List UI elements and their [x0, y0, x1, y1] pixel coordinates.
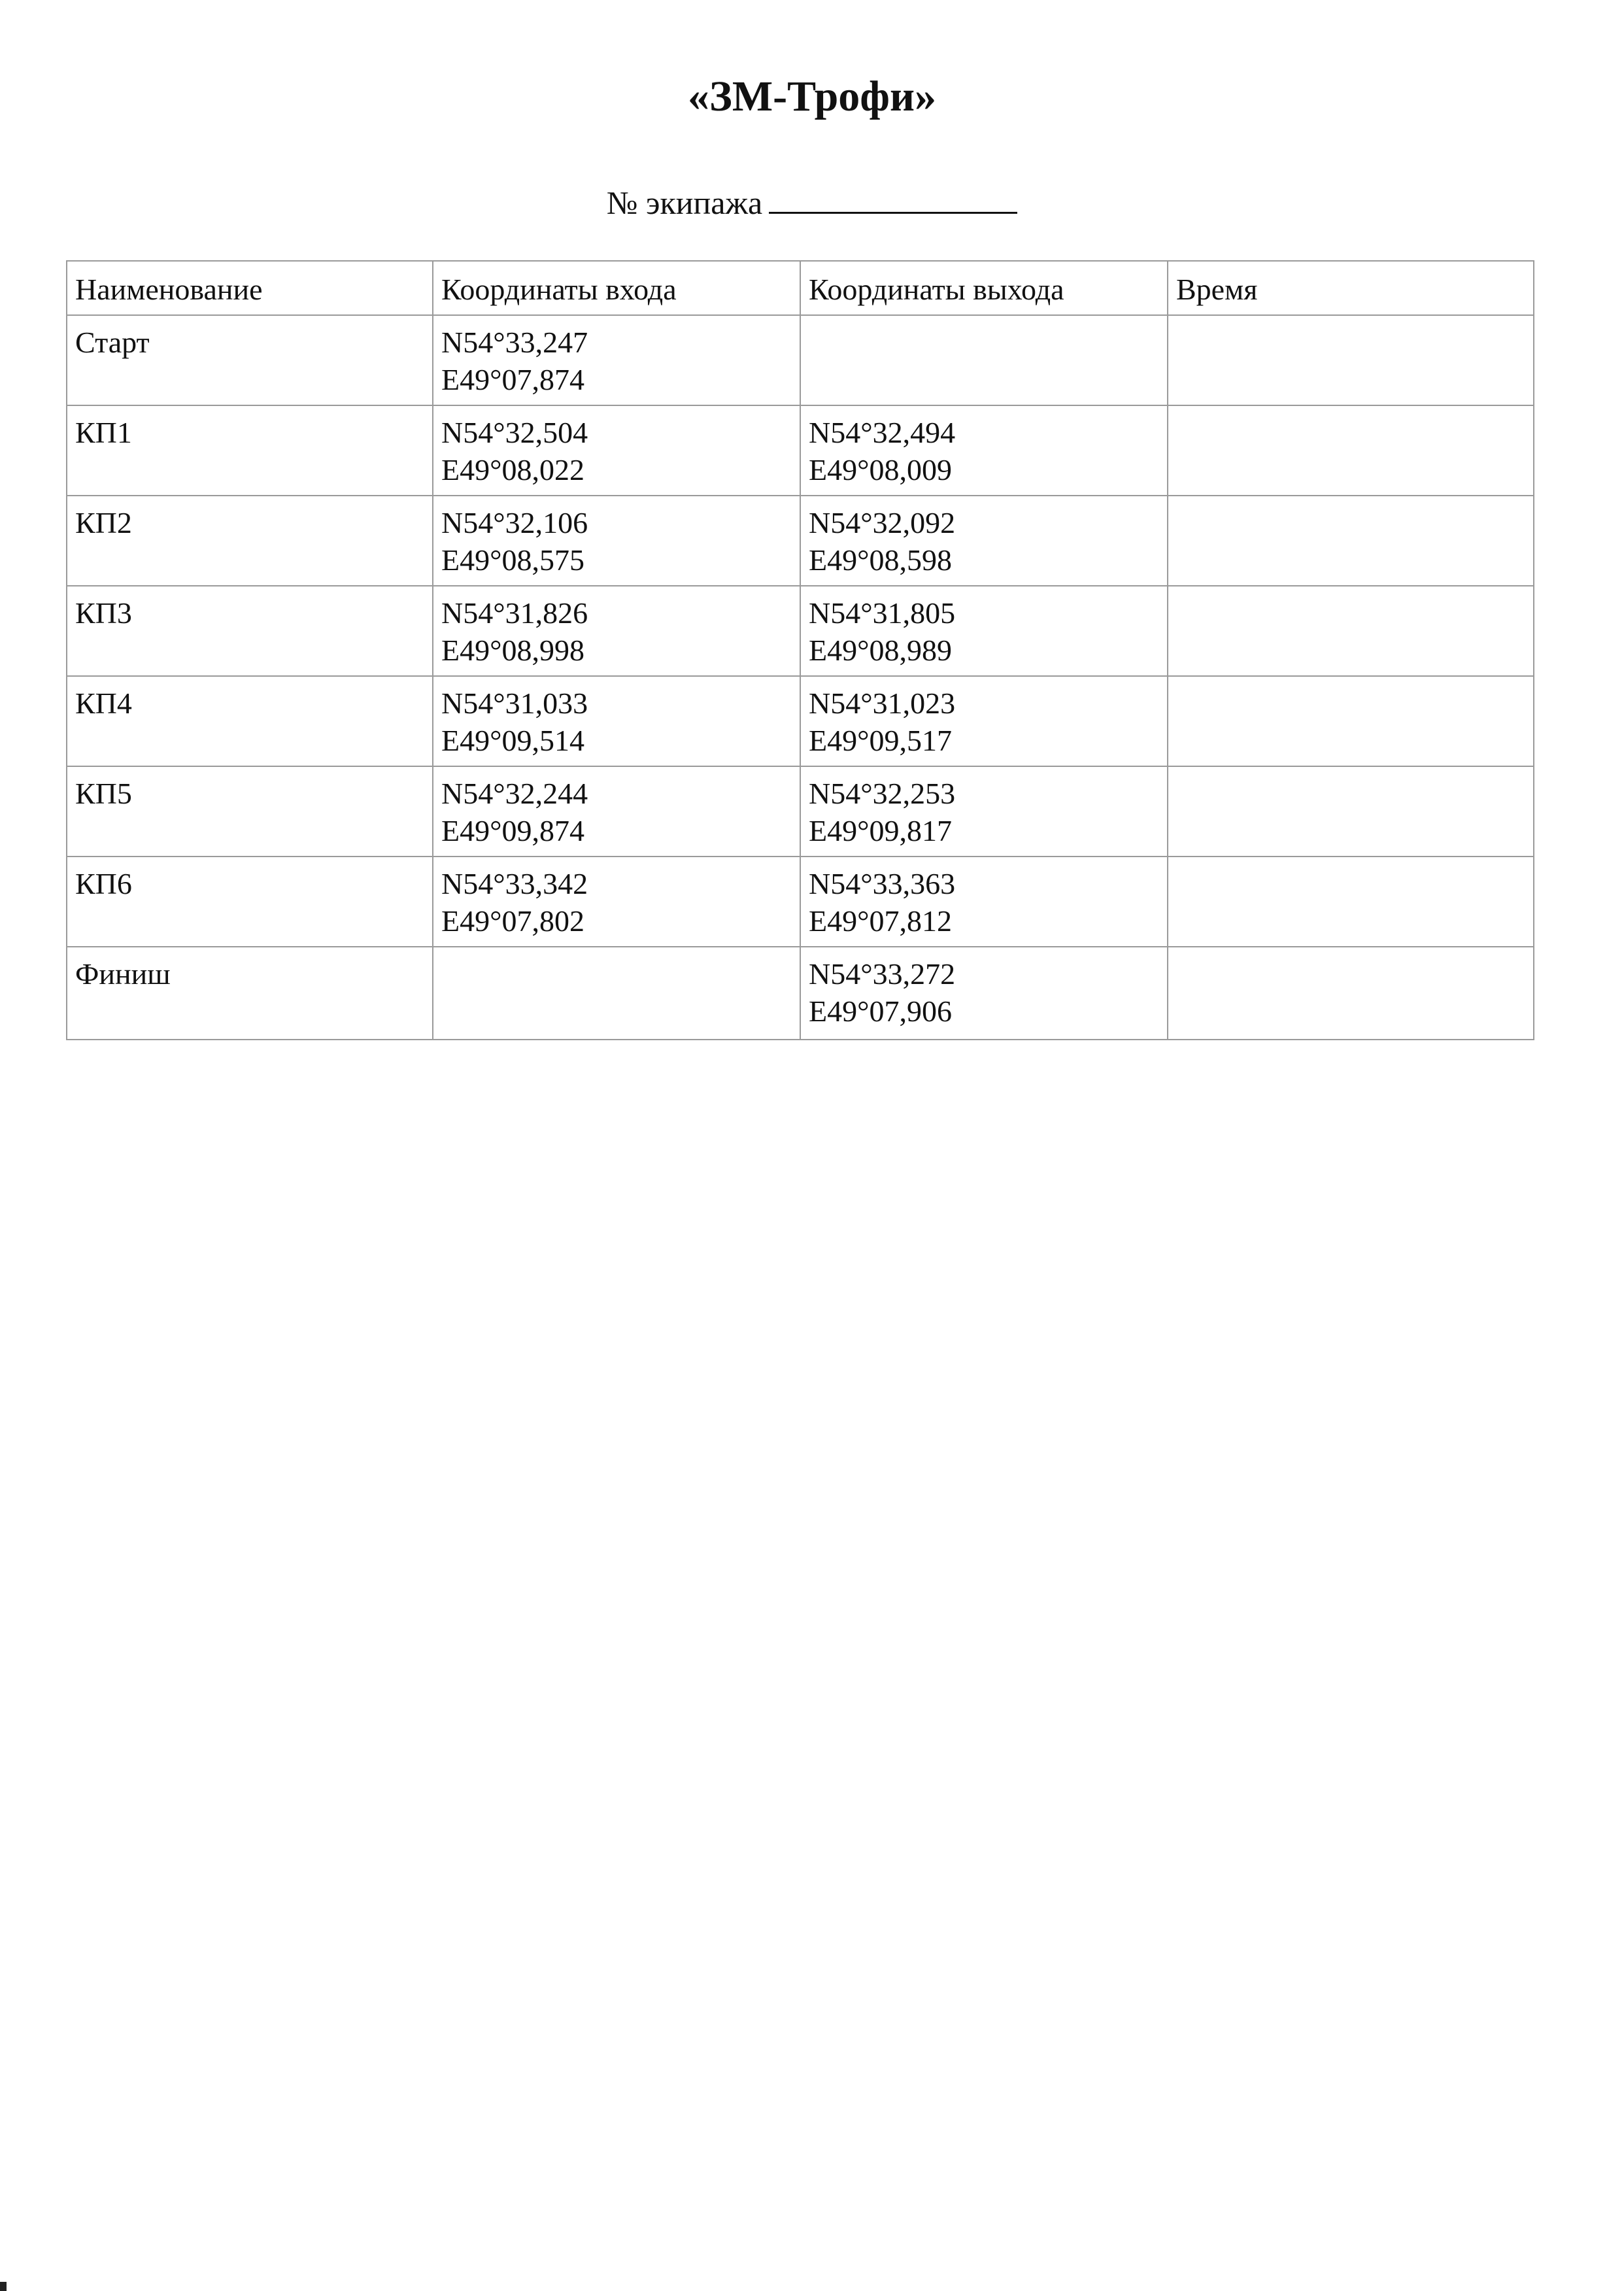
exit-lon: E49°07,906	[809, 994, 952, 1028]
time-cell[interactable]	[1168, 947, 1534, 1040]
entry-lat: N54°32,106	[441, 506, 588, 539]
checkpoint-name: КП1	[67, 405, 433, 496]
exit-lon: E49°08,989	[809, 634, 952, 667]
exit-coords	[800, 496, 1168, 586]
entry-coords	[433, 405, 800, 496]
exit-lat: N54°32,494	[809, 416, 956, 449]
entry-lon: E49°08,022	[441, 453, 584, 486]
entry-lon: E49°07,802	[441, 904, 584, 938]
checkpoint-table	[66, 260, 1534, 1040]
table-row	[67, 405, 1534, 496]
table-row	[67, 315, 1534, 405]
exit-lat: N54°33,272	[809, 957, 956, 991]
exit-lon: E49°07,812	[809, 904, 952, 938]
checkpoint-name: КП2	[67, 496, 433, 586]
time-cell[interactable]	[1168, 586, 1534, 676]
entry-coords	[433, 496, 800, 586]
exit-coords	[800, 405, 1168, 496]
checkpoint-name: КП6	[67, 857, 433, 947]
table-row	[67, 766, 1534, 857]
header-name: Наименование	[67, 261, 433, 315]
entry-lat: N54°31,033	[441, 687, 588, 720]
entry-lat: N54°31,826	[441, 596, 588, 630]
exit-coords	[800, 947, 1168, 1040]
exit-lat: N54°32,092	[809, 506, 956, 539]
exit-lon: E49°08,009	[809, 453, 952, 486]
checkpoint-name: КП3	[67, 586, 433, 676]
time-cell[interactable]	[1168, 857, 1534, 947]
crew-number-label: № экипажа	[606, 184, 763, 221]
entry-lon: E49°08,575	[441, 543, 584, 577]
page-title: «ЗМ-Трофи»	[687, 73, 936, 120]
time-cell[interactable]	[1168, 676, 1534, 766]
entry-coords	[433, 676, 800, 766]
entry-lat: N54°33,342	[441, 867, 588, 900]
entry-lat: N54°33,247	[441, 326, 588, 359]
entry-lon: E49°07,874	[441, 363, 584, 396]
scan-edge-mark	[0, 2282, 7, 2291]
exit-coords	[800, 315, 1168, 405]
header-entry-coords: Координаты входа	[433, 261, 800, 315]
entry-coords	[433, 766, 800, 857]
entry-lon: E49°09,514	[441, 724, 584, 757]
entry-coords	[433, 586, 800, 676]
checkpoint-name: Финиш	[67, 947, 433, 1040]
crew-number-blank[interactable]	[769, 183, 1017, 214]
entry-lon: E49°09,874	[441, 814, 584, 847]
exit-lon: E49°09,817	[809, 814, 952, 847]
entry-lat: N54°32,504	[441, 416, 588, 449]
entry-lat: N54°32,244	[441, 777, 588, 810]
table-header-row	[67, 261, 1534, 315]
exit-lat: N54°33,363	[809, 867, 956, 900]
time-cell[interactable]	[1168, 315, 1534, 405]
entry-coords	[433, 947, 800, 1040]
time-cell[interactable]	[1168, 766, 1534, 857]
table-row	[67, 947, 1534, 1040]
table-row	[67, 857, 1534, 947]
time-cell[interactable]	[1168, 405, 1534, 496]
header-exit-coords: Координаты выхода	[800, 261, 1168, 315]
exit-coords	[800, 857, 1168, 947]
exit-lon: E49°09,517	[809, 724, 952, 757]
checkpoint-name: Старт	[67, 315, 433, 405]
table-row	[67, 586, 1534, 676]
table-row	[67, 676, 1534, 766]
table-row	[67, 496, 1534, 586]
exit-lat: N54°31,023	[809, 687, 956, 720]
exit-lon: E49°08,598	[809, 543, 952, 577]
crew-number-line	[0, 183, 1624, 222]
checkpoint-name: КП5	[67, 766, 433, 857]
exit-coords	[800, 586, 1168, 676]
exit-lat: N54°31,805	[809, 596, 956, 630]
time-cell[interactable]	[1168, 496, 1534, 586]
entry-coords	[433, 857, 800, 947]
exit-coords	[800, 766, 1168, 857]
entry-lon: E49°08,998	[441, 634, 584, 667]
checkpoint-name: КП4	[67, 676, 433, 766]
exit-coords	[800, 676, 1168, 766]
entry-coords	[433, 315, 800, 405]
header-time: Время	[1168, 261, 1534, 315]
exit-lat: N54°32,253	[809, 777, 956, 810]
